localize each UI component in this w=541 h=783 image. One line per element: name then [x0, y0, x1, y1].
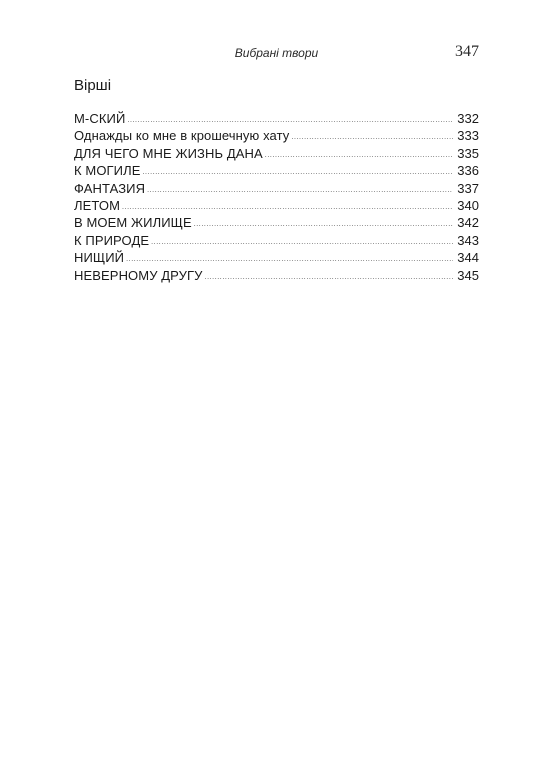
- section-heading: Вірші: [74, 77, 112, 94]
- dot-leader: [194, 216, 453, 233]
- toc-entry[interactable]: [74, 110, 479, 127]
- toc-entry[interactable]: [74, 197, 479, 214]
- toc-entry-title: НИЩИЙ: [74, 250, 125, 266]
- toc-entry-title: ДЛЯ ЧЕГО МНЕ ЖИЗНЬ ДАНА: [74, 145, 263, 161]
- toc-entry-title: К ПРИРОДЕ: [74, 232, 150, 248]
- running-header: [74, 44, 479, 64]
- dot-leader: [126, 251, 453, 268]
- toc-entry-title: НЕВЕРНОМУ ДРУГУ: [74, 267, 203, 283]
- toc-entry[interactable]: [74, 162, 479, 179]
- dot-leader: [205, 269, 453, 286]
- toc-entry-page: 345: [457, 267, 479, 283]
- dot-leader: [291, 129, 453, 146]
- toc-entry-title: ФАНТАЗИЯ: [74, 180, 146, 196]
- toc-entry[interactable]: [74, 214, 479, 231]
- toc-entry-page: 336: [457, 163, 479, 179]
- toc-entry[interactable]: [74, 267, 479, 284]
- dot-leader: [147, 182, 453, 199]
- toc-entry-page: 343: [457, 232, 479, 248]
- toc-entry-title: ЛЕТОМ: [74, 197, 120, 213]
- toc-entry-title: Однажды ко мне в крошечную хату: [74, 128, 290, 144]
- table-of-contents: [74, 110, 479, 284]
- toc-entry-page: 333: [457, 128, 479, 144]
- toc-entry[interactable]: [74, 232, 479, 249]
- dot-leader: [122, 199, 453, 216]
- dot-leader: [265, 147, 453, 164]
- toc-entry-title: М-СКИЙ: [74, 111, 126, 126]
- toc-entry[interactable]: [74, 127, 479, 144]
- toc-entry-title: В МОЕМ ЖИЛИЩЕ: [74, 215, 192, 231]
- toc-entry-page: 332: [457, 111, 479, 126]
- dot-leader: [127, 112, 453, 129]
- dot-leader: [151, 234, 453, 251]
- toc-entry-title: К МОГИЛЕ: [74, 163, 141, 179]
- toc-entry-page: 335: [457, 145, 479, 161]
- toc-entry[interactable]: [74, 145, 479, 162]
- dot-leader: [143, 164, 453, 181]
- toc-entry-page: 337: [457, 180, 479, 196]
- toc-entry[interactable]: [74, 249, 479, 266]
- toc-entry-page: 342: [457, 215, 479, 231]
- running-title: Вибрані твори: [234, 46, 319, 60]
- toc-entry-page: 340: [457, 197, 479, 213]
- toc-entry-page: 344: [457, 250, 479, 266]
- page-number: 347: [455, 43, 479, 60]
- toc-entry[interactable]: [74, 180, 479, 197]
